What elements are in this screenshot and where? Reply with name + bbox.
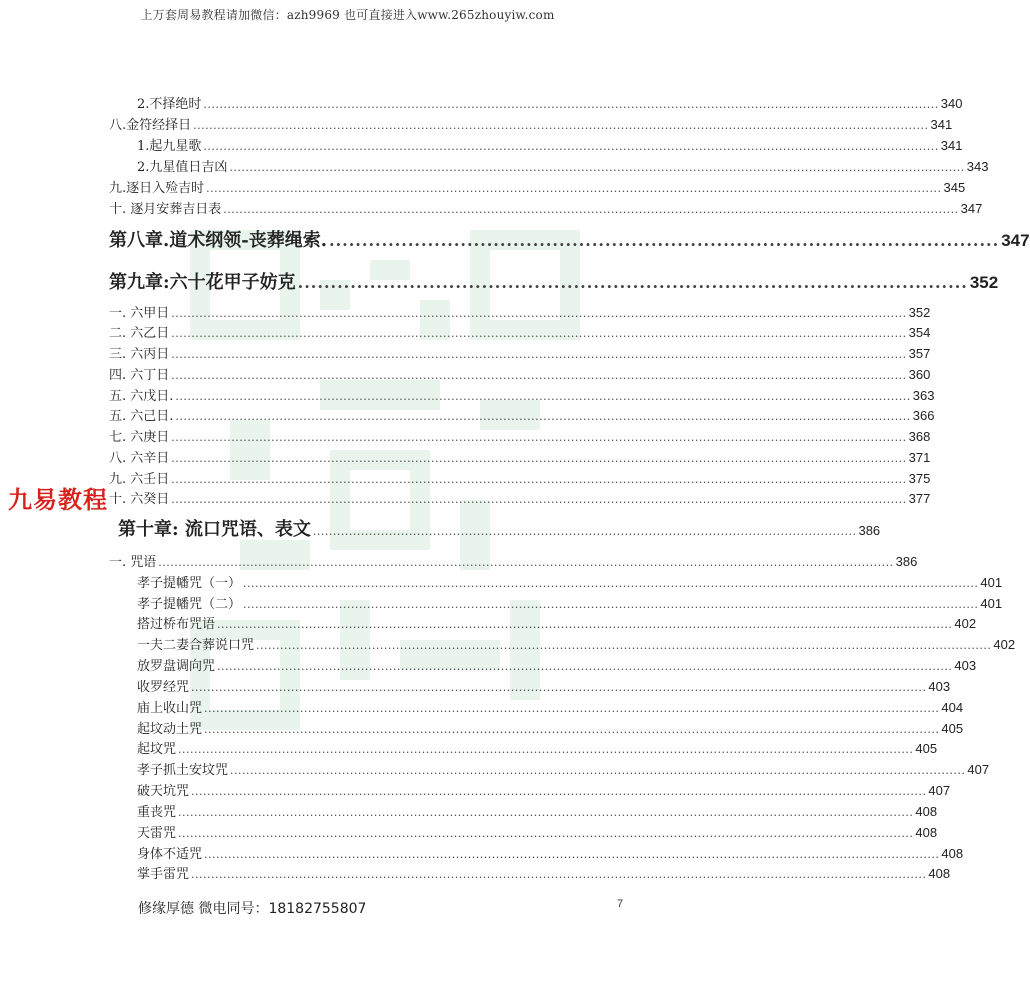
toc-entry-label: 天雷咒 [137,826,177,841]
toc-entry-page: 386 [858,523,881,538]
toc-entry-page: 405 [915,741,938,756]
toc-entry[interactable] [109,179,966,197]
toc-entry-label: 一夫二妻合葬说口咒 [137,638,255,653]
toc-leader-dots: ........................................................................................................................................................................................ [178,743,914,756]
toc-entry-page: 377 [908,491,931,506]
toc-entry-page: 357 [908,346,931,361]
toc-entry-page: 403 [954,658,977,673]
toc-entry-label: 八.金符经择日 [109,118,192,133]
toc-entry-page: 371 [908,450,931,465]
toc-entry-page: 347 [1001,231,1030,250]
toc-leader-dots: ........................................................................................................................................................................................ [256,639,992,652]
toc-entry-page: 386 [895,554,918,569]
toc-entry-page: 352 [969,273,999,292]
toc-entry-label: 2.九星值日吉凶 [137,160,228,175]
toc-entry[interactable] [137,803,938,821]
toc-entry-label: 1.起九星歌 [137,139,202,154]
toc-entry-page: 341 [930,117,953,132]
toc-leader-dots: ........................................................................................................................................................................................ [204,723,940,736]
toc-entry-page: 407 [967,762,990,777]
toc-leader-dots: ........................................................................................................................................................................................ [217,618,953,631]
toc-entry-label: 破天坑咒 [137,784,190,799]
toc-entry-page: 360 [908,367,931,382]
toc-leader-dots: ........................................................................................................................................................................................ [243,577,979,590]
toc-leader-dots: ........................................................................................................................................................................................ [175,410,911,423]
toc-entry[interactable] [137,137,963,155]
toc-entry[interactable] [109,407,935,425]
toc-entry[interactable] [137,158,989,176]
toc-entry[interactable] [109,200,983,218]
toc-entry[interactable] [137,657,977,675]
page-header: 上万套周易教程请加微信：azh9969 也可直接进入www.265zhouyiw.com [140,8,555,22]
footer-contact: 修缘厚德 微电同号：18182755807 [138,901,367,917]
toc-leader-dots: ........................................................................................................................................................................................ [204,702,940,715]
toc-entry-page: 408 [928,866,951,881]
toc-entry-page: 405 [941,721,964,736]
toc-leader-dots: ........................................................................................................................................................................................ [223,203,959,216]
toc-entry-label: 放罗盘调向咒 [137,659,216,674]
toc-entry-label: 庙上收山咒 [137,701,203,716]
toc-leader-dots: ........................................................................................................................................................................................ [178,806,914,819]
toc-leader-dots: ........................................................................................................................................................................................ [171,327,907,340]
toc-entry-page: 403 [928,679,951,694]
toc-entry-label: 身体不适咒 [137,847,203,862]
toc-entry-page: 402 [993,637,1016,652]
toc-entry-page: 375 [908,471,931,486]
toc-leader-dots: ........................................................................................................................................................................................ [204,848,940,861]
toc-entry-label: 掌手雷咒 [137,867,190,882]
toc-entry-page: 366 [912,408,935,423]
toc-entry[interactable] [137,865,951,883]
toc-entry-page: 368 [908,429,931,444]
toc-entry[interactable] [137,824,938,842]
toc-entry-label: 第八章.道术纲领-丧葬绳索. [109,230,328,251]
toc-entry[interactable] [137,95,963,113]
toc-entry[interactable] [109,387,935,405]
toc-entry[interactable] [109,470,931,488]
toc-entry-label: 起坟动土咒 [137,722,203,737]
toc-entry[interactable] [109,324,931,342]
toc-entry-label: 十. 逐月安葬吉日表 [109,202,222,217]
toc-entry-label: 一. 咒语 [109,555,157,570]
toc-leader-dots: ........................................................................................................................................................................................ [171,369,907,382]
toc-entry-page: 404 [941,700,964,715]
toc-entry-page: 407 [928,783,951,798]
toc-entry[interactable] [137,782,951,800]
toc-leader-dots: ........................................................................................................................................................................................ [217,660,953,673]
toc-leader-dots: ........................................................................................................................................................................................ [171,473,907,486]
toc-entry[interactable] [109,553,918,571]
toc-entry[interactable] [137,615,977,633]
toc-entry[interactable] [109,366,931,384]
toc-entry-page: 408 [915,804,938,819]
toc-leader-dots: ........................................................................................................................................................................................ [191,681,927,694]
toc-leader-dots: ........................................................................................................................................................................................ [243,598,979,611]
toc-leader-dots: ........................................................................................................................................................................................ [178,827,914,840]
toc-entry-page: 402 [954,616,977,631]
toc-entry-label: 九.逐日入殓吉时 [109,181,205,196]
toc-entry[interactable] [137,740,938,758]
toc-entry-label: 第十章: 流口咒语、表文 [118,519,311,540]
toc-entry[interactable] [137,845,964,863]
toc-entry-page: 352 [908,305,931,320]
toc-entry-page: 341 [940,138,963,153]
toc-entry[interactable] [109,345,931,363]
toc-entry[interactable] [137,720,964,738]
toc-entry-label: 三. 六丙日 [109,347,170,362]
toc-entry-page: 345 [943,180,966,195]
toc-entry-page: 408 [915,825,938,840]
toc-entry-label: 五. 六戊日. [109,389,174,404]
toc-entry-label: 孝子提幡咒（二） [137,597,242,612]
toc-entry-label: 2.不择绝时 [137,97,202,112]
toc-leader-dots: ........................................................................................................................................................................................ [171,493,907,506]
toc-entry[interactable] [109,490,931,508]
toc-entry[interactable] [137,761,990,779]
toc-entry-page: 347 [960,201,983,216]
toc-leader-dots: ...................................................................................................... [297,273,968,292]
toc-leader-dots: ........................................................................................................................................................................................ [203,140,939,153]
toc-leader-dots: ........................................................................................................................................................................................ [171,431,907,444]
toc-leader-dots: ........................................................................................................................................................................................ [191,785,927,798]
page-number: 7 [617,898,624,910]
toc-entry-label: 起坟咒 [137,742,177,757]
toc-entry-page: 401 [980,575,1003,590]
red-watermark-logo: 九易教程 [8,486,108,514]
toc-leader-dots: ........................................................................................................................................................................................ [158,556,894,569]
toc-leader-dots: ........................................................................................................................................................................................ [229,161,965,174]
toc-entry[interactable] [137,636,1016,654]
toc-entry-page: 401 [980,596,1003,611]
toc-leader-dots: ........................................................................................................................................................................................ [171,307,907,320]
toc-entry-label: 十. 六癸日 [109,492,170,507]
toc-entry[interactable] [109,304,931,322]
toc-entry[interactable] [137,595,1003,613]
toc-entry[interactable] [109,449,931,467]
toc-entry-label: 第九章:六十花甲子妨克 [109,272,296,293]
toc-entry-label: 孝子提幡咒（一） [137,576,242,591]
toc-entry-label: 收罗经咒 [137,680,190,695]
toc-entry-label: 八. 六辛日 [109,451,170,466]
toc-entry-page: 340 [940,96,963,111]
toc-leader-dots: ...................................................................................................... [329,231,1000,250]
toc-chapter-entry[interactable] [109,270,999,296]
toc-chapter-entry[interactable] [118,517,881,543]
toc-leader-dots: ........................................................................................................................................................................................ [191,868,927,881]
toc-entry-label: 搭过桥布咒语 [137,617,216,632]
toc-chapter-entry[interactable] [109,228,1030,254]
toc-entry[interactable] [109,116,953,134]
toc-entry-page: 343 [966,159,989,174]
toc-leader-dots: ........................................................................................................................................................................................ [206,182,942,195]
toc-entry-label: 重丧咒 [137,805,177,820]
toc-entry-label: 一. 六甲日 [109,306,170,321]
toc-entry-label: 七. 六庚日 [109,430,170,445]
toc-leader-dots: ........................................................................................................................................................................................ [171,348,907,361]
toc-leader-dots: ........................................................................................................................................................................................ [203,98,939,111]
toc-entry[interactable] [137,574,1003,592]
toc-leader-dots: ........................................................................................................................................ [312,525,857,538]
toc-entry-page: 354 [908,325,931,340]
toc-entry-label: 五. 六己日. [109,409,174,424]
toc-entry-label: 孝子抓土安坟咒 [137,763,229,778]
toc-leader-dots: ........................................................................................................................................................................................ [230,764,966,777]
toc-leader-dots: ........................................................................................................................................................................................ [175,390,911,403]
toc-entry-page: 408 [941,846,964,861]
toc-entry[interactable] [137,678,951,696]
toc-leader-dots: ........................................................................................................................................................................................ [193,119,929,132]
toc-entry-label: 二. 六乙日 [109,326,170,341]
toc-entry[interactable] [109,428,931,446]
toc-entry-page: 363 [912,388,935,403]
toc-entry-label: 九. 六壬日 [109,472,170,487]
toc-entry[interactable] [137,699,964,717]
toc-entry-label: 四. 六丁日 [109,368,170,383]
toc-leader-dots: ........................................................................................................................................................................................ [171,452,907,465]
